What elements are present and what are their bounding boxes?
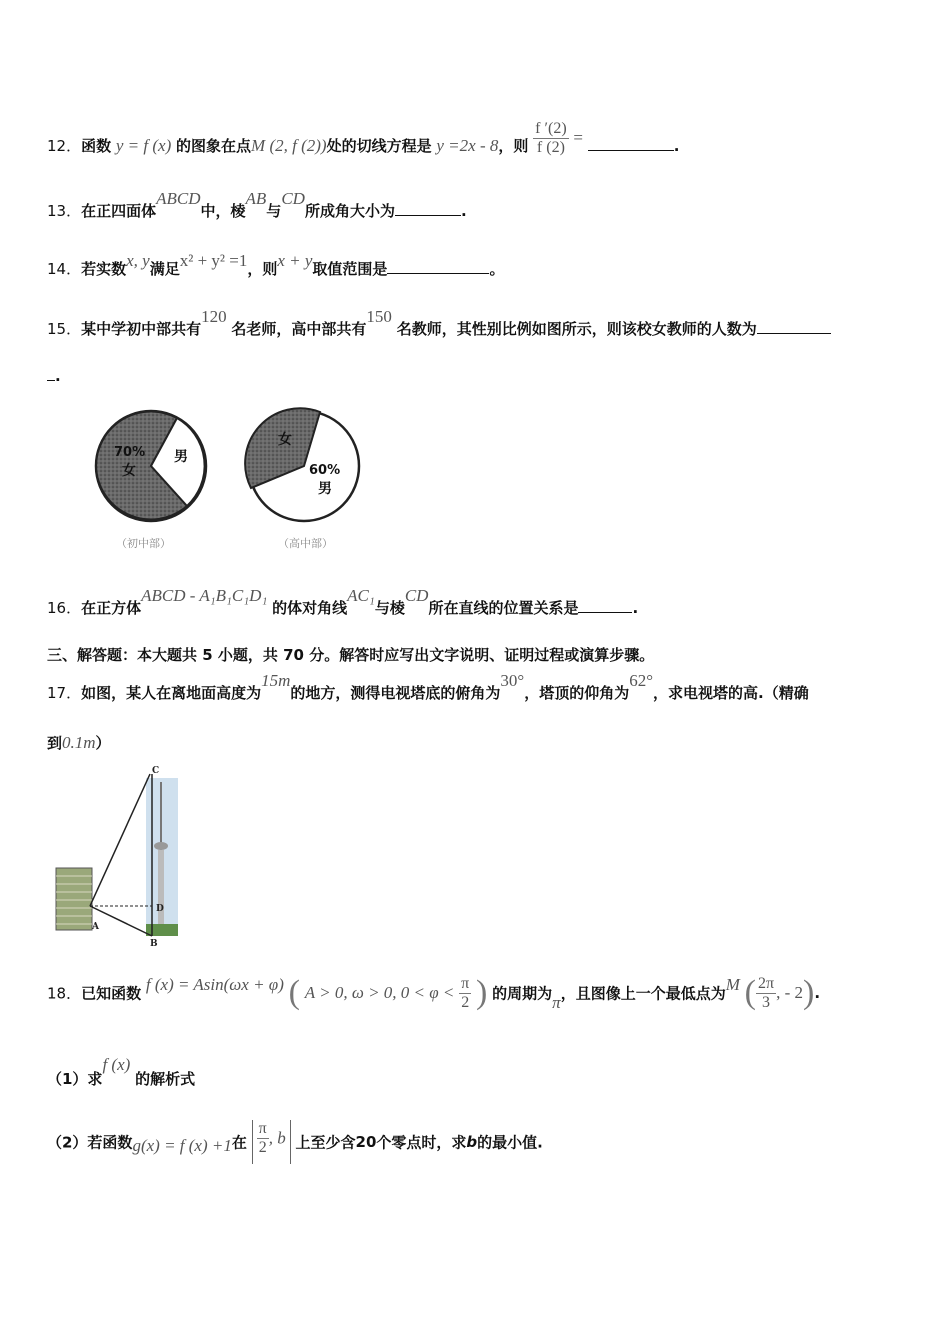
tower-shaft	[158, 850, 164, 936]
q17-math: 15m	[261, 671, 291, 690]
part2-b-var: b	[466, 1133, 478, 1151]
answer-blank[interactable]	[588, 136, 674, 151]
q16-text: 在正方体	[81, 599, 142, 617]
q13-text: 与	[266, 202, 282, 220]
part2-label: （2）若函数	[47, 1133, 133, 1152]
trees	[146, 924, 178, 936]
q15-math: 150	[366, 307, 392, 326]
pie1-caption: （初中部）	[116, 537, 171, 550]
question-13	[47, 189, 467, 221]
tv-tower-figure	[52, 764, 182, 950]
part2-text: 个零点时，求	[376, 1133, 467, 1152]
part1-text: 的解析式	[135, 1070, 196, 1088]
q16-math: ABCD - A₁B₁C₁D₁	[141, 586, 268, 605]
pie2-male-label: 男	[318, 481, 332, 497]
q12-text: 处的切线方程是	[326, 137, 432, 155]
building-icon	[56, 868, 92, 930]
q17-math: 0.1m	[62, 733, 96, 752]
q18-math-condition: A > 0, ω > 0, 0 < φ <	[304, 983, 455, 1002]
pie2-caption: （高中部）	[278, 537, 333, 550]
q13-number: 13．	[47, 202, 82, 220]
q17-text: 到	[47, 734, 63, 752]
q17-number: 17．	[47, 684, 82, 702]
label-d: D	[156, 904, 164, 914]
q16-math: AC₁	[347, 586, 375, 605]
pie2-female-label: 女	[278, 432, 292, 448]
q18-math-y: , - 2	[776, 983, 803, 1002]
part2-math: g(x) = f (x) +1	[132, 1136, 232, 1155]
question-18-part-1	[47, 1055, 196, 1089]
q16-end: .	[632, 599, 639, 617]
q15-text: 名教师，其性别比例如图所示，则该校女教师的人数为	[396, 320, 757, 338]
q14-end: 。	[489, 260, 505, 278]
q12-frac-denominator: f (2)	[536, 139, 565, 156]
q14-text: 满足	[149, 260, 180, 278]
part2-text: 的最小值.	[477, 1133, 543, 1152]
answer-blank-cont[interactable]	[47, 366, 55, 381]
question-17-cont	[47, 732, 111, 753]
label-a: A	[92, 922, 99, 932]
pie1-percent-label: 70%	[114, 445, 146, 460]
q12-math-point: M (2, f (2))	[251, 136, 327, 155]
q12-text: ，则	[498, 137, 529, 155]
q17-math: 62°	[629, 671, 654, 690]
tower-pod	[154, 842, 168, 850]
q18-text: 的周期为	[492, 984, 553, 1003]
section-heading: 三、解答题：本大题共 5 小题，共 70 分。解答时应写出文字说明、证明过程或演算步骤。	[47, 646, 655, 664]
q12-number: 12．	[47, 137, 82, 155]
q12-end: .	[673, 137, 680, 155]
q18-text: 已知函数	[81, 984, 142, 1003]
frac-num: π	[258, 1120, 267, 1137]
q13-text: 中，棱	[200, 202, 246, 220]
q17-math: 30°	[500, 671, 525, 690]
q16-text: 的体对角线	[272, 599, 348, 617]
q12-frac-numerator: f ′(2)	[535, 120, 567, 137]
q18-frac-2pi-3	[756, 975, 776, 1012]
frac-den: 3	[762, 993, 771, 1011]
question-18-part-2	[47, 1120, 543, 1170]
q15-text: 名老师，高中部共有	[231, 320, 367, 338]
question-17	[47, 671, 809, 703]
q12-text: 的图象在点	[176, 137, 252, 155]
q18-end: .	[814, 984, 821, 1002]
part2-interval	[252, 1120, 291, 1164]
q12-math-function: y = f (x)	[115, 136, 172, 155]
q17-text: ，塔顶的仰角为	[524, 684, 630, 702]
q18-text: ，且图像上一个最低点为	[560, 984, 726, 1003]
q18-paren-close: )	[476, 974, 488, 1011]
q18-math-point: M	[725, 975, 740, 994]
q15-text: 某中学初中部共有	[81, 320, 202, 338]
answer-blank[interactable]	[757, 319, 831, 334]
q14-math: x + y	[277, 251, 313, 270]
q17-text: 如图，某人在离地面高度为	[81, 684, 262, 702]
question-15	[47, 307, 831, 339]
q14-number: 14．	[47, 260, 82, 278]
q16-text: 与棱	[374, 599, 405, 617]
part2-b: , b	[268, 1128, 286, 1148]
pie1-male-label: 男	[174, 449, 188, 465]
sight-line-top	[90, 774, 150, 906]
q17-text: ，求电视塔的高.（精确	[653, 684, 809, 702]
part1-math: f (x)	[102, 1055, 131, 1074]
part2-text: 在	[231, 1133, 247, 1152]
q15-number: 15．	[47, 320, 82, 338]
q16-math: CD	[404, 586, 429, 605]
q15-end: .	[55, 367, 61, 385]
q17-text: 的地方，测得电视塔底的俯角为	[290, 684, 501, 702]
frac-num: π	[461, 974, 470, 992]
part2-text: 上至少含	[295, 1133, 356, 1152]
pie1-female-label: 女	[122, 463, 136, 479]
q18-number: 18．	[47, 984, 82, 1003]
answer-blank[interactable]	[395, 201, 461, 216]
q12-fraction	[533, 120, 568, 157]
label-c: C	[152, 766, 160, 776]
q17-text: ）	[95, 734, 111, 752]
q12-equals: =	[573, 128, 584, 147]
q12-math-tangent: y =2x - 8	[436, 136, 499, 155]
q13-text: 所成角大小为	[304, 202, 395, 220]
q13-end: .	[460, 202, 467, 220]
q18-paren-close-2: )	[802, 974, 815, 1011]
q13-math: CD	[281, 189, 305, 208]
question-16	[47, 586, 639, 618]
q13-text: 在正四面体	[81, 202, 157, 220]
answer-blank[interactable]	[578, 598, 632, 613]
question-12	[47, 120, 680, 165]
q18-math-function: f (x) = Asin(ωx + φ)	[145, 975, 284, 994]
q18-math-period: π	[552, 993, 561, 1012]
part2-count: 20	[355, 1133, 377, 1151]
q14-math: x² + y² =1	[179, 251, 248, 270]
label-b: B	[150, 939, 158, 949]
q18-paren-open: (	[288, 974, 300, 1011]
frac-den: 2	[258, 1139, 267, 1156]
answer-blank[interactable]	[387, 259, 489, 274]
frac-den: 2	[461, 993, 470, 1011]
q14-text: 取值范围是	[312, 260, 388, 278]
question-18	[47, 974, 820, 1022]
question-14	[47, 251, 505, 279]
q16-number: 16．	[47, 599, 82, 617]
q14-text: 若实数	[81, 260, 127, 278]
q15-math: 120	[201, 307, 227, 326]
q13-math: ABCD	[156, 189, 201, 208]
q13-math: AB	[245, 189, 267, 208]
part1-label: （1）求	[47, 1070, 103, 1088]
part2-frac-pi-2	[257, 1120, 269, 1157]
q14-math: x, y	[126, 251, 150, 270]
q14-text: ，则	[247, 260, 278, 278]
q12-text: 函数	[81, 137, 112, 155]
q16-text: 所在直线的位置关系是	[428, 599, 579, 617]
sight-line-bottom	[90, 906, 152, 936]
q18-paren-open-2: (	[744, 974, 756, 1011]
gender-pie-charts	[88, 398, 368, 558]
question-15-cont	[47, 366, 61, 385]
pie2-percent-label: 60%	[309, 463, 341, 478]
frac-num: 2π	[757, 974, 775, 992]
q18-frac-pi-2	[459, 975, 471, 1012]
